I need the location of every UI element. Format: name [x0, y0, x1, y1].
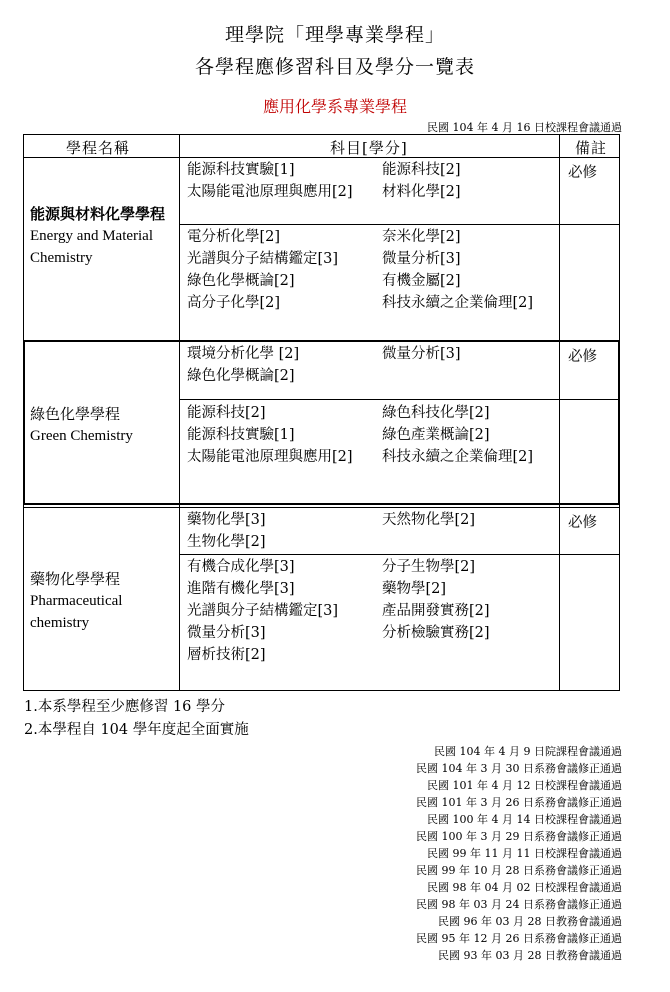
history-entry: 民國 99 年 10 月 28 日系務會議修正通過 [416, 864, 622, 877]
course-item: 微量分析[3] [187, 625, 266, 641]
revision-history [416, 743, 622, 964]
program-name-zh: 藥物化學學程 [30, 570, 121, 588]
required-courses-left [187, 509, 367, 553]
course-item: 進階有機化學[3] [187, 581, 295, 597]
column-header-notes: 備註 [575, 139, 608, 157]
course-item: 太陽能電池原理與應用[2] [187, 184, 353, 200]
program-name-en: Energy and Material Chemistry [30, 228, 154, 266]
course-item: 科技永續之企業倫理[2] [382, 295, 534, 311]
course-item: 材料化學[2] [382, 184, 461, 200]
course-item: 綠色化學概論[2] [187, 273, 295, 289]
program-name-energy [30, 203, 178, 269]
history-entry: 民國 101 年 4 月 12 日校課程會議通過 [427, 779, 622, 792]
program-divider [24, 507, 619, 508]
course-item: 光譜與分子結構鑑定[3] [187, 251, 339, 267]
required-courses-left [187, 159, 367, 203]
history-entry: 民國 104 年 3 月 30 日系務會議修正通過 [416, 762, 622, 775]
course-item: 藥物學[2] [382, 581, 447, 597]
history-entry: 民國 104 年 4 月 9 日院課程會議通過 [434, 745, 622, 758]
elective-courses-right [382, 226, 560, 314]
history-entry: 民國 95 年 12 月 26 日系務會議修正通過 [416, 932, 622, 945]
required-courses-right [382, 509, 560, 531]
course-item: 綠色產業概論[2] [382, 427, 490, 443]
course-item: 微量分析[3] [382, 346, 461, 362]
required-note: 必修 [568, 515, 597, 531]
history-entry: 民國 98 年 04 月 02 日校課程會議通過 [427, 881, 622, 894]
footnote: 2.本學程自 104 學年度起全面實施 [24, 722, 249, 738]
highlight-border [23, 340, 620, 505]
history-entry: 民國 93 年 03 月 28 日教務會議通過 [438, 949, 622, 962]
course-item: 產品開發實務[2] [382, 603, 490, 619]
course-item: 電分析化學[2] [187, 229, 281, 245]
history-entry: 民國 100 年 3 月 29 日系務會議修正通過 [416, 830, 622, 843]
document-title: 理學院「理學專業學程」 [224, 24, 445, 46]
elective-courses-left [187, 556, 367, 666]
program-name-zh: 綠色化學學程 [30, 405, 121, 423]
row-divider [179, 224, 619, 225]
elective-courses-right [382, 556, 560, 644]
course-item: 能源科技[2] [382, 162, 461, 178]
course-item: 綠色化學概論[2] [187, 368, 295, 384]
footnote: 1.本系學程至少應修習 16 學分 [24, 699, 226, 715]
course-item: 藥物化學[3] [187, 512, 266, 528]
course-item: 奈米化學[2] [382, 229, 461, 245]
program-name-en: Green Chemistry [30, 428, 133, 444]
history-entry: 民國 101 年 3 月 26 日系務會議修正通過 [416, 796, 622, 809]
course-item: 高分子化學[2] [187, 295, 281, 311]
course-item: 能源科技[2] [187, 405, 266, 421]
course-item: 綠色科技化學[2] [382, 405, 490, 421]
history-entry: 民國 96 年 03 月 28 日教務會議通過 [438, 915, 622, 928]
column-header-program: 學程名稱 [66, 139, 131, 157]
column-header-courses: 科目[學分] [330, 139, 408, 157]
course-item: 科技永續之企業倫理[2] [382, 449, 534, 465]
course-item: 天然物化學[2] [382, 512, 476, 528]
program-name-zh: 能源與材料化學學程 [30, 205, 166, 223]
course-item: 有機金屬[2] [382, 273, 461, 289]
elective-courses-left [187, 226, 367, 314]
course-item: 環境分析化學 [2] [187, 346, 300, 362]
required-courses-right [382, 159, 560, 203]
course-item: 生物化學[2] [187, 534, 266, 550]
course-item: 微量分析[3] [382, 251, 461, 267]
history-entry: 民國 99 年 11 月 11 日校課程會議通過 [427, 847, 622, 860]
history-entry: 民國 98 年 03 月 24 日系務會議修正通過 [416, 898, 622, 911]
program-name-pharma [30, 568, 178, 634]
course-item: 分子生物學[2] [382, 559, 476, 575]
course-item: 太陽能電池原理與應用[2] [187, 449, 353, 465]
footnotes [24, 696, 249, 742]
course-item: 光譜與分子結構鑑定[3] [187, 603, 339, 619]
department-heading: 應用化學系專業學程 [262, 97, 407, 116]
course-item: 分析檢驗實務[2] [382, 625, 490, 641]
course-item: 能源科技實驗[1] [187, 162, 295, 178]
document-subtitle: 各學程應修習科目及學分一覽表 [194, 56, 475, 78]
course-item: 能源科技實驗[1] [187, 427, 295, 443]
program-name-en: Pharmaceutical chemistry [30, 593, 123, 631]
required-note: 必修 [568, 349, 597, 365]
course-item: 層析技術[2] [187, 647, 266, 663]
history-entry: 民國 100 年 4 月 14 日校課程會議通過 [427, 813, 622, 826]
required-note: 必修 [568, 165, 597, 181]
row-divider [179, 554, 619, 555]
approval-note: 民國 104 年 4 月 16 日校課程會議通過 [427, 121, 622, 134]
course-item: 有機合成化學[3] [187, 559, 295, 575]
